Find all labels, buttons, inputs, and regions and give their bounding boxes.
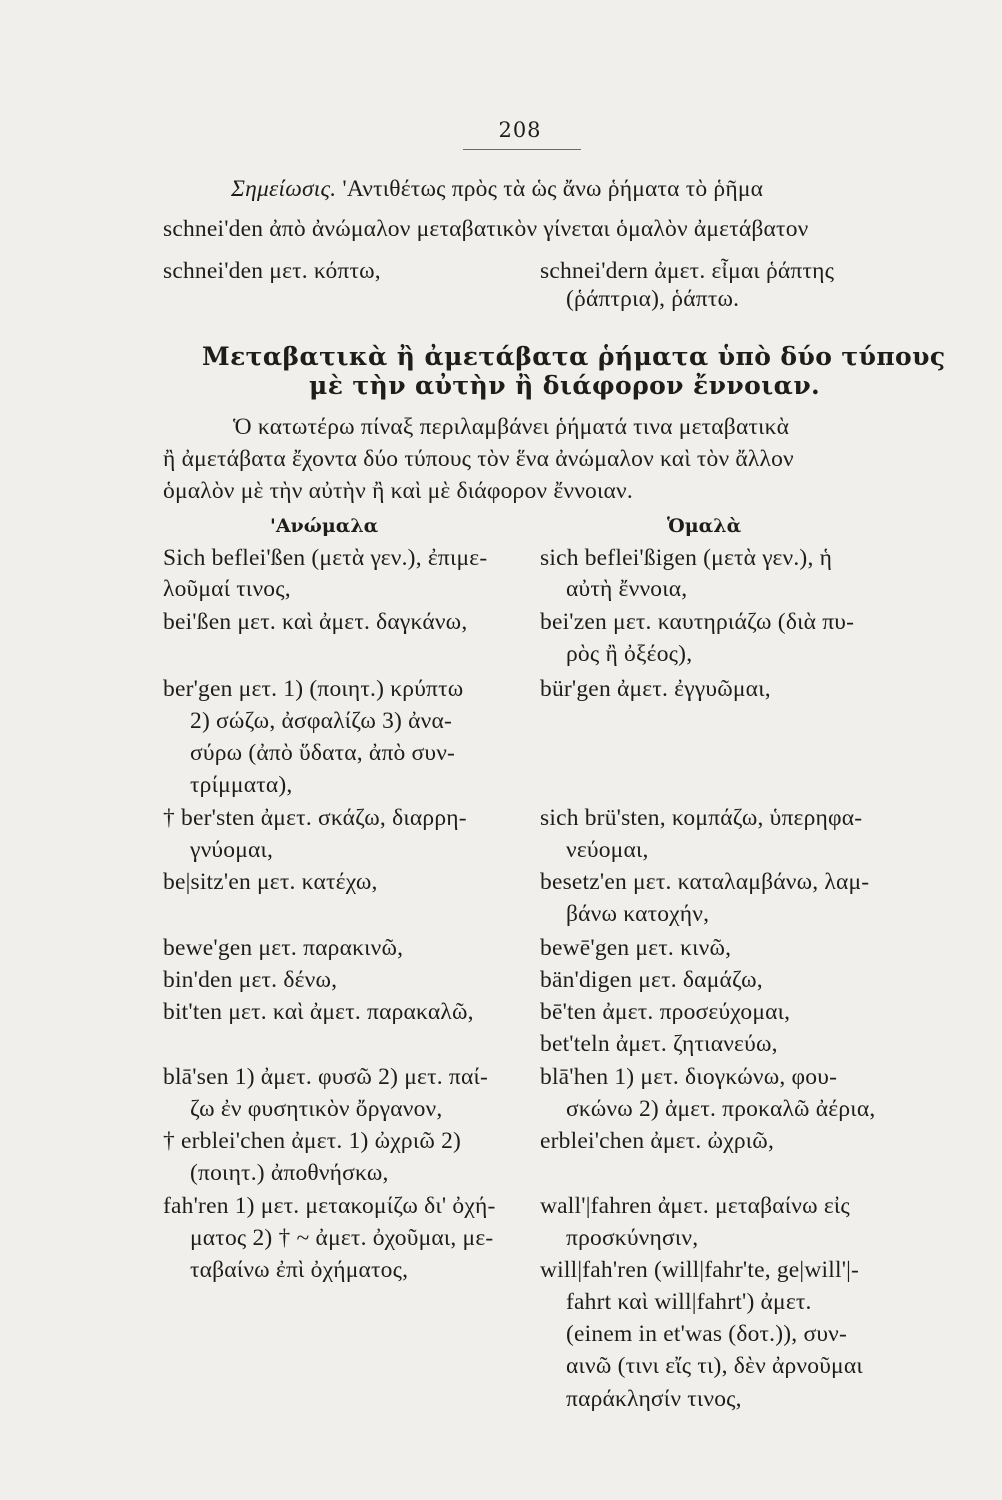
right-entry-line: besetz'en μετ. καταλαμβάνω, λαμ- [540, 869, 870, 895]
right-entry-line: bet'teln ἀμετ. ζητιανεύω, [540, 1031, 778, 1057]
left-entry-line: bei'ßen μετ. καὶ ἀμετ. δαγκάνω, [163, 609, 468, 635]
left-entry-line: ber'gen μετ. 1) (ποιητ.) κρύπτω [163, 676, 464, 702]
left-entry-line: bewe'gen μετ. παρακινῶ, [163, 935, 404, 961]
left-entry-line: λοῦμαί τινος, [163, 576, 291, 602]
intro-line-3: ὁμαλὸν μὲ τὴν αὐτὴν ἢ καὶ μὲ διάφορον ἔννοιαν. [163, 478, 633, 504]
right-entry-line: νεύομαι, [566, 837, 649, 863]
left-entry-line: be|sitz'en μετ. κατέχω, [163, 869, 378, 895]
right-entry-line: (einem in et'was (δοτ.)), συν- [566, 1321, 848, 1347]
left-entry-line: † ber'sten ἀμετ. σκάζω, διαρρη- [163, 805, 467, 831]
left-entry-line: bit'ten μετ. καὶ ἀμετ. παρακαλῶ, [163, 999, 474, 1025]
left-entry-line: ταβαίνω ἐπὶ ὀχήματος, [190, 1257, 409, 1283]
note-line-3-right: schnei'dern ἀμετ. εἶμαι ῥάπτης [540, 258, 835, 284]
left-column-heading: 'Ανώμαλα [270, 515, 379, 537]
left-entry-line: σύρω (ἀπὸ ὕδατα, ἀπὸ συν- [190, 740, 456, 766]
right-entry-line: ρὸς ἢ ὀξέος), [566, 641, 693, 667]
right-entry-line: erblei'chen ἀμετ. ὠχριῶ, [540, 1128, 775, 1154]
page-number: 208 [498, 118, 542, 142]
right-entry-line: βάνω κατοχήν, [566, 901, 710, 927]
right-entry-line: αινῶ (τινι εἴς τι), δὲν ἀρνοῦμαι [566, 1353, 863, 1379]
left-entry-line: † erblei'chen ἀμετ. 1) ὠχριῶ 2) [163, 1128, 462, 1154]
left-entry-line: Sich beflei'ßen (μετὰ γεν.), ἐπιμε- [163, 545, 488, 571]
left-entry-line: ματος 2) † ~ ἀμετ. ὀχοῦμαι, με- [190, 1225, 494, 1251]
right-entry-line: sich beflei'ßigen (μετὰ γεν.), ἡ [540, 545, 833, 571]
left-entry-line: (ποιητ.) ἀποθνήσκω, [190, 1160, 389, 1186]
note-line-4-right: (ῥάπτρια), ῥάπτω. [566, 286, 740, 312]
section-heading-line-2: μὲ τὴν αὐτὴν ἢ διάφορον ἔννοιαν. [309, 371, 821, 400]
right-entry-line: blā'hen 1) μετ. διογκώνω, φου- [540, 1064, 838, 1090]
left-entry-line: τρίμματα), [190, 772, 293, 798]
intro-line-1: Ὁ κατωτέρω πίναξ περιλαμβάνει ῥήματά τινα μεταβατικὰ [233, 414, 790, 440]
left-entry-line: 2) σώζω, ἀσφαλίζω 3) ἀνα- [190, 708, 453, 734]
right-entry-line: bür'gen ἀμετ. ἐγγυῶμαι, [540, 676, 771, 702]
left-entry-line: ζω ἐν φυσητικὸν ὄργανον, [190, 1096, 443, 1122]
note-line-2: schnei'den ἀπὸ ἀνώμαλον μεταβατικὸν γίνεται ὁμαλὸν ἀμετάβατον [163, 216, 809, 242]
right-entry-line: wall'|fahren ἀμετ. μεταβαίνω εἰς [540, 1193, 850, 1219]
right-entry-line: sich brü'sten, κομπάζω, ὑπερηφα- [540, 805, 863, 831]
right-entry-line: παράκλησίν τινος, [566, 1386, 742, 1412]
right-entry-line: bei'zen μετ. καυτηριάζω (διὰ πυ- [540, 609, 855, 635]
left-entry-line: γνύομαι, [190, 837, 274, 863]
right-entry-line: bewē'gen μετ. κινῶ, [540, 935, 732, 961]
right-entry-line: will|fah'ren (will|fahr'te, ge|will'|- [540, 1257, 860, 1283]
right-entry-line: σκώνω 2) ἀμετ. προκαλῶ ἀέρια, [566, 1096, 876, 1122]
right-entry-line: αὐτὴ ἔννοια, [566, 576, 688, 602]
right-column-heading: Ὁμαλὰ [667, 515, 742, 537]
right-entry-line: προσκύνησιν, [566, 1225, 699, 1251]
note-text-1: 'Αντιθέτως πρὸς τὰ ὡς ἄνω ῥήματα τὸ ῥῆμα [342, 176, 764, 202]
left-entry-line: blā'sen 1) ἀμετ. φυσῶ 2) μετ. παί- [163, 1064, 489, 1090]
left-entry-line: bin'den μετ. δένω, [163, 967, 338, 993]
note-line-3-left: schnei'den μετ. κόπτω, [163, 258, 381, 284]
right-entry-line: bän'digen μετ. δαμάζω, [540, 967, 763, 993]
right-entry-line: bē'ten ἀμετ. προσεύχομαι, [540, 999, 791, 1025]
right-entry-line: fahrt καὶ will|fahrt') ἀμετ. [566, 1289, 812, 1315]
note-line-1 [231, 176, 763, 203]
section-heading-line-1: Μεταβατικὰ ἢ ἀμετάβατα ῥήματα ὑπὸ δύο τύπους [202, 342, 946, 371]
note-label: Σημείωσις. [231, 176, 337, 202]
left-entry-line: fah'ren 1) μετ. μετακομίζω δι' ὀχή- [163, 1193, 496, 1219]
page-number-rule [463, 149, 581, 150]
intro-line-2: ἢ ἀμετάβατα ἔχοντα δύο τύπους τὸν ἕνα ἀνώμαλον καὶ τὸν ἄλλον [163, 446, 794, 472]
